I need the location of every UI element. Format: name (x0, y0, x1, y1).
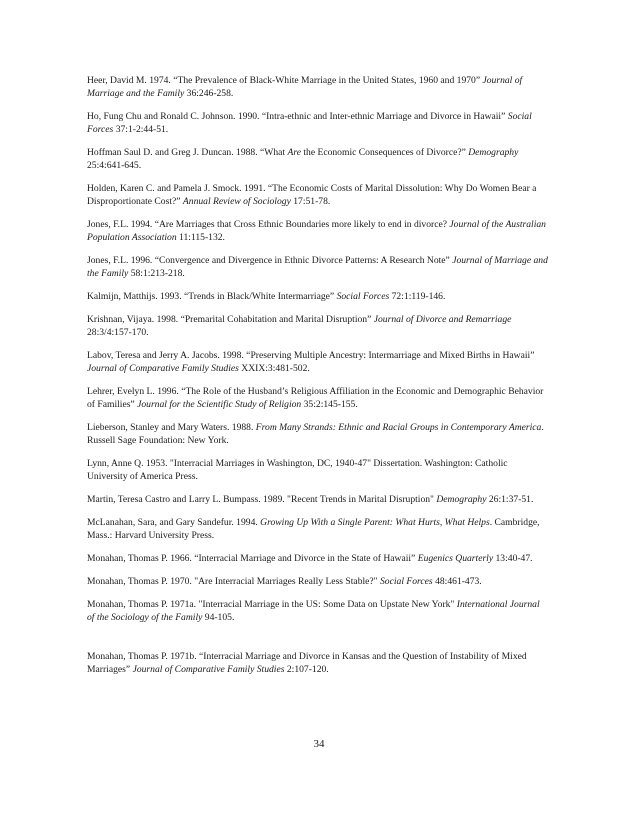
reference-jones-1994: Jones, F.L. 1994. “Are Marriages that Cross Ethnic Boundaries more likely to end in divorce? Journal of the Australian Population Association 11:115-132. (87, 219, 546, 243)
reference-lynn-1953: Lynn, Anne Q. 1953. "Interracial Marriages in Washington, DC, 1940-47" Dissertation. Washington: Catholic University of America Press. (87, 458, 508, 482)
reference-mclanahan-1994: McLanahan, Sara, and Gary Sandefur. 1994. Growing Up With a Single Parent: What Hurts, What Helps. Cambridge, Mass.: Harvard University Press. (87, 517, 540, 541)
reference-heer-1974: Heer, David M. 1974. “The Prevalence of Black-White Marriage in the United States, 1960 and 1970” Journal of Marriage and the Family 36:246-258. (87, 75, 523, 99)
reference-monahan-1971a: Monahan, Thomas P. 1971a. "Interracial Marriage in the US: Some Data on Upstate New York" International Journal of the Sociology of the Family 94-105. (87, 599, 540, 623)
reference-labov-1998: Labov, Teresa and Jerry A. Jacobs. 1998. “Preserving Multiple Ancestry: Intermarriage and Mixed Births in Hawaii” Journal of Comparative Family Studies XXIX:3:481-502. (87, 350, 535, 374)
page-number: 34 (313, 738, 325, 750)
reference-ho-1990: Ho, Fung Chu and Ronald C. Johnson. 1990. “Intra-ethnic and Inter-ethnic Marriage and Divorce in Hawaii” Social Forces 37:1-2:44-51. (87, 111, 532, 135)
reference-jones-1996: Jones, F.L. 1996. “Convergence and Divergence in Ethnic Divorce Patterns: A Research Note” Journal of Marriage and the Family 58:1:213-218. (87, 255, 548, 279)
reference-monahan-1966: Monahan, Thomas P. 1966. “Interracial Marriage and Divorce in the State of Hawaii” Eugenics Quarterly 13:40-47. (87, 553, 533, 564)
reference-holden-1991: Holden, Karen C. and Pamela J. Smock. 1991. “The Economic Costs of Marital Dissolution: Why Do Women Bear a Disproportionate Cost?” Annual Review of Sociology 17:51-78. (87, 183, 537, 207)
reference-lehrer-1996: Lehrer, Evelyn L. 1996. “The Role of the Husband’s Religious Affiliation in the Economic and Demographic Behavior of Families” Journal for the Scientific Study of Religion 35:2:145-155. (87, 386, 544, 410)
reference-monahan-1971b: Monahan, Thomas P. 1971b. “Interracial Marriage and Divorce in Kansas and the Question of Instability of Mixed Marriages” Journal of Comparative Family Studies 2:107-120. (87, 651, 527, 675)
reference-monahan-1970: Monahan, Thomas P. 1970. "Are Interracial Marriages Really Less Stable?" Social Forces 48:461-473. (87, 576, 482, 587)
reference-krishnan-1998: Krishnan, Vijaya. 1998. “Premarital Cohabitation and Marital Disruption” Journal of Divorce and Remarriage 28:3/4:157-170. (87, 314, 512, 338)
reference-hoffman-1988: Hoffman Saul D. and Greg J. Duncan. 1988. “What Are the Economic Consequences of Divorce?” Demography 25:4:641-645. (87, 147, 519, 171)
reference-lieberson-1988: Lieberson, Stanley and Mary Waters. 1988. From Many Strands: Ethnic and Racial Groups in Contemporary America. Russell Sage Foundation: New York. (87, 422, 544, 446)
reference-list (87, 74, 549, 676)
reference-martin-1989: Martin, Teresa Castro and Larry L. Bumpass. 1989. "Recent Trends in Marital Disruption" Demography 26:1:37-51. (87, 494, 534, 505)
reference-kalmijn-1993: Kalmijn, Matthijs. 1993. “Trends in Black/White Intermarriage” Social Forces 72:1:119-146. (87, 291, 446, 302)
